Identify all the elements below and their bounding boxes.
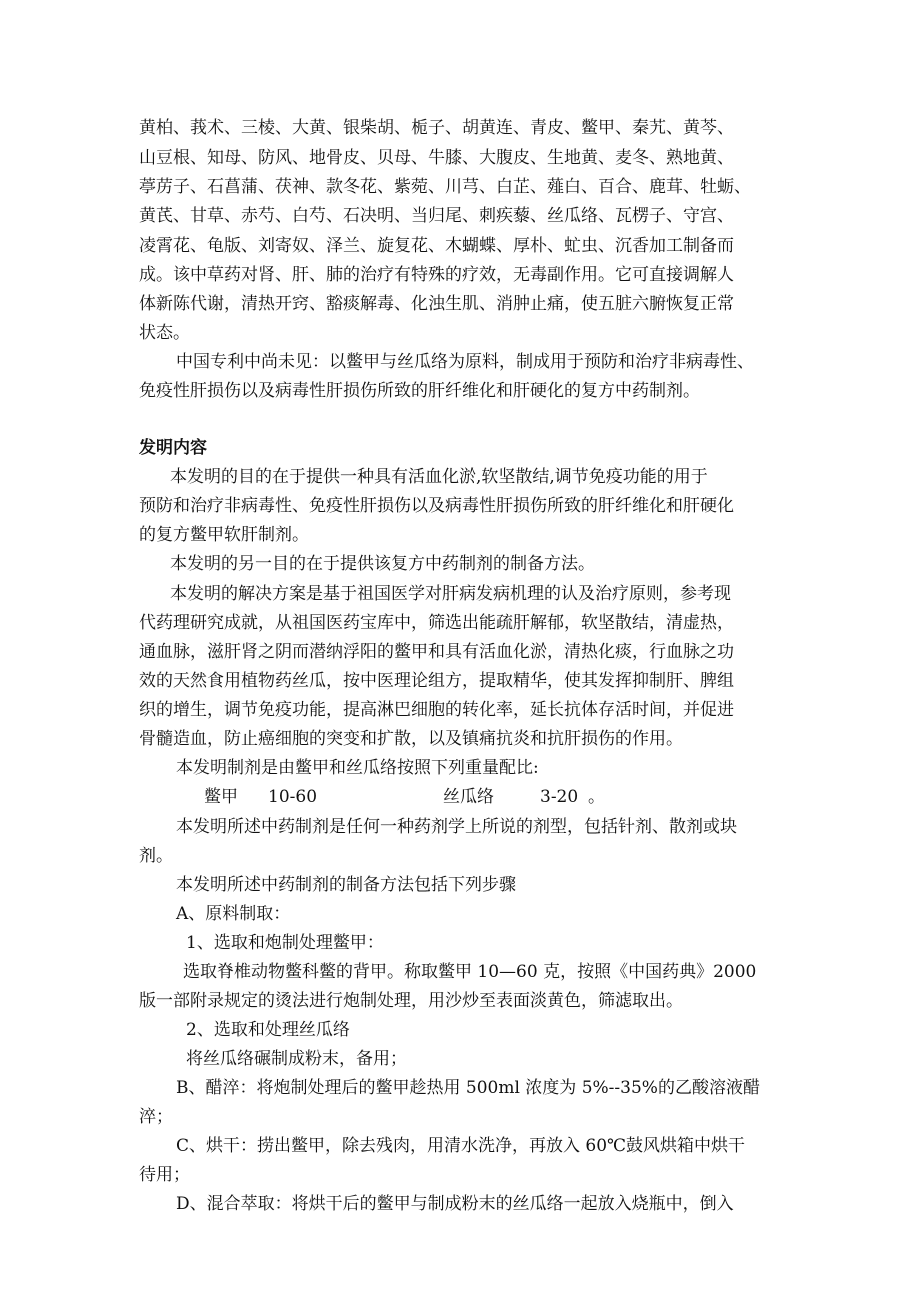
text-line: 本发明的解决方案是基于祖国医学对肝病发病机理的认及治疗原则，参考现 — [170, 584, 731, 604]
ratio-end-mark: 。 — [588, 787, 605, 807]
text-line: 本发明所述中药制剂是任何一种药剂学上所说的剂型，包括针剂、散剂或块 — [176, 817, 737, 837]
text-line: 葶苈子、石菖蒲、茯神、款冬花、紫菀、川芎、白芷、薤白、百合、鹿茸、牡蛎、 — [139, 177, 751, 197]
text-line: 成。该中草药对肾、肝、肺的治疗有特殊的疗效，无毒副作用。它可直接调解人 — [139, 265, 734, 285]
text-line: 选取脊椎动物鳖科鳖的背甲。称取鳖甲 10—60 克，按照《中国药典》2000 — [183, 962, 757, 982]
text-line: 中国专利中尚未见：以鳖甲与丝瓜络为原料，制成用于预防和治疗非病毒性、 — [176, 352, 754, 372]
text-line: 通血脉，滋肝肾之阴而潜纳浮阳的鳖甲和具有活血化淤，清热化痰，行血脉之功 — [139, 642, 734, 662]
text-line: 山豆根、知母、防风、地骨皮、贝母、牛膝、大腹皮、生地黄、麦冬、熟地黄、 — [139, 148, 734, 168]
text-line: 版一部附录规定的烫法进行炮制处理，用沙炒至表面淡黄色，筛滤取出。 — [139, 991, 683, 1011]
text-line: 本发明的另一目的在于提供该复方中药制剂的制备方法。 — [170, 554, 595, 574]
text-line: 预防和治疗非病毒性、免疫性肝损伤以及病毒性肝损伤所致的肝纤维化和肝硬化 — [139, 496, 734, 516]
text-line: 状态。 — [139, 323, 190, 343]
text-line: 待用； — [139, 1165, 190, 1185]
section-heading: 发明内容 — [139, 438, 207, 458]
text-line: 织的增生，调节免疫功能，提高淋巴细胞的转化率，延长抗体存活时间，并促进 — [139, 700, 734, 720]
text-line: 的复方鳖甲软肝制剂。 — [139, 525, 309, 545]
text-line: 黄芪、甘草、赤芍、白芍、石决明、当归尾、刺疾藜、丝瓜络、瓦楞子、守宫、 — [139, 206, 734, 226]
ratio-item-name: 鳖甲 — [204, 787, 238, 807]
text-line: 免疫性肝损伤以及病毒性肝损伤所致的肝纤维化和肝硬化的复方中药制剂。 — [139, 381, 700, 401]
text-line: 代药理研究成就，从祖国医药宝库中，筛选出能疏肝解郁，软坚散结，清虚热， — [139, 613, 734, 633]
substep-heading: 1、选取和炮制处理鳖甲： — [186, 933, 384, 953]
ratio-item-range: 3-20 — [540, 787, 579, 807]
text-line: 本发明制剂是由鳖甲和丝瓜络按照下列重量配比: — [176, 758, 539, 778]
text-line: 剂。 — [139, 846, 173, 866]
text-line: B、醋淬：将炮制处理后的鳖甲趁热用 500ml 浓度为 5%--35%的乙酸溶液醋 — [176, 1078, 760, 1098]
text-line: 黄柏、莪术、三棱、大黄、银柴胡、栀子、胡黄连、青皮、鳖甲、秦艽、黄芩、 — [139, 118, 734, 138]
step-heading: A、原料制取： — [176, 904, 291, 924]
text-line: 凌霄花、龟版、刘寄奴、泽兰、旋复花、木蝴蝶、厚朴、虻虫、沉香加工制备而 — [139, 236, 734, 256]
text-line: 本发明的目的在于提供一种具有活血化淤,软坚散结,调节免疫功能的用于 — [170, 467, 708, 487]
text-line: 体新陈代谢，清热开窍、豁痰解毒、化浊生肌、消肿止痛，使五脏六腑恢复正常 — [139, 294, 734, 314]
ratio-item-name: 丝瓜络 — [443, 787, 494, 807]
text-line: C、烘干：捞出鳖甲，除去残肉，用清水洗净，再放入 60℃鼓风烘箱中烘干 — [176, 1136, 746, 1156]
substep-heading: 2、选取和处理丝瓜络 — [186, 1020, 350, 1040]
text-line: 本发明所述中药制剂的制备方法包括下列步骤 — [176, 875, 516, 895]
text-line: D、混合萃取：将烘干后的鳖甲与制成粉末的丝瓜络一起放入烧瓶中，倒入 — [176, 1194, 734, 1214]
text-line: 淬； — [139, 1107, 173, 1127]
ratio-item-range: 10-60 — [268, 787, 318, 807]
text-line: 将丝瓜络碾制成粉末，备用； — [186, 1049, 407, 1069]
text-line: 骨髓造血，防止癌细胞的突变和扩散，以及镇痛抗炎和抗肝损伤的作用。 — [139, 729, 683, 749]
text-line: 效的天然食用植物药丝瓜，按中医理论组方，提取精华，使其发挥抑制肝、脾组 — [139, 671, 734, 691]
